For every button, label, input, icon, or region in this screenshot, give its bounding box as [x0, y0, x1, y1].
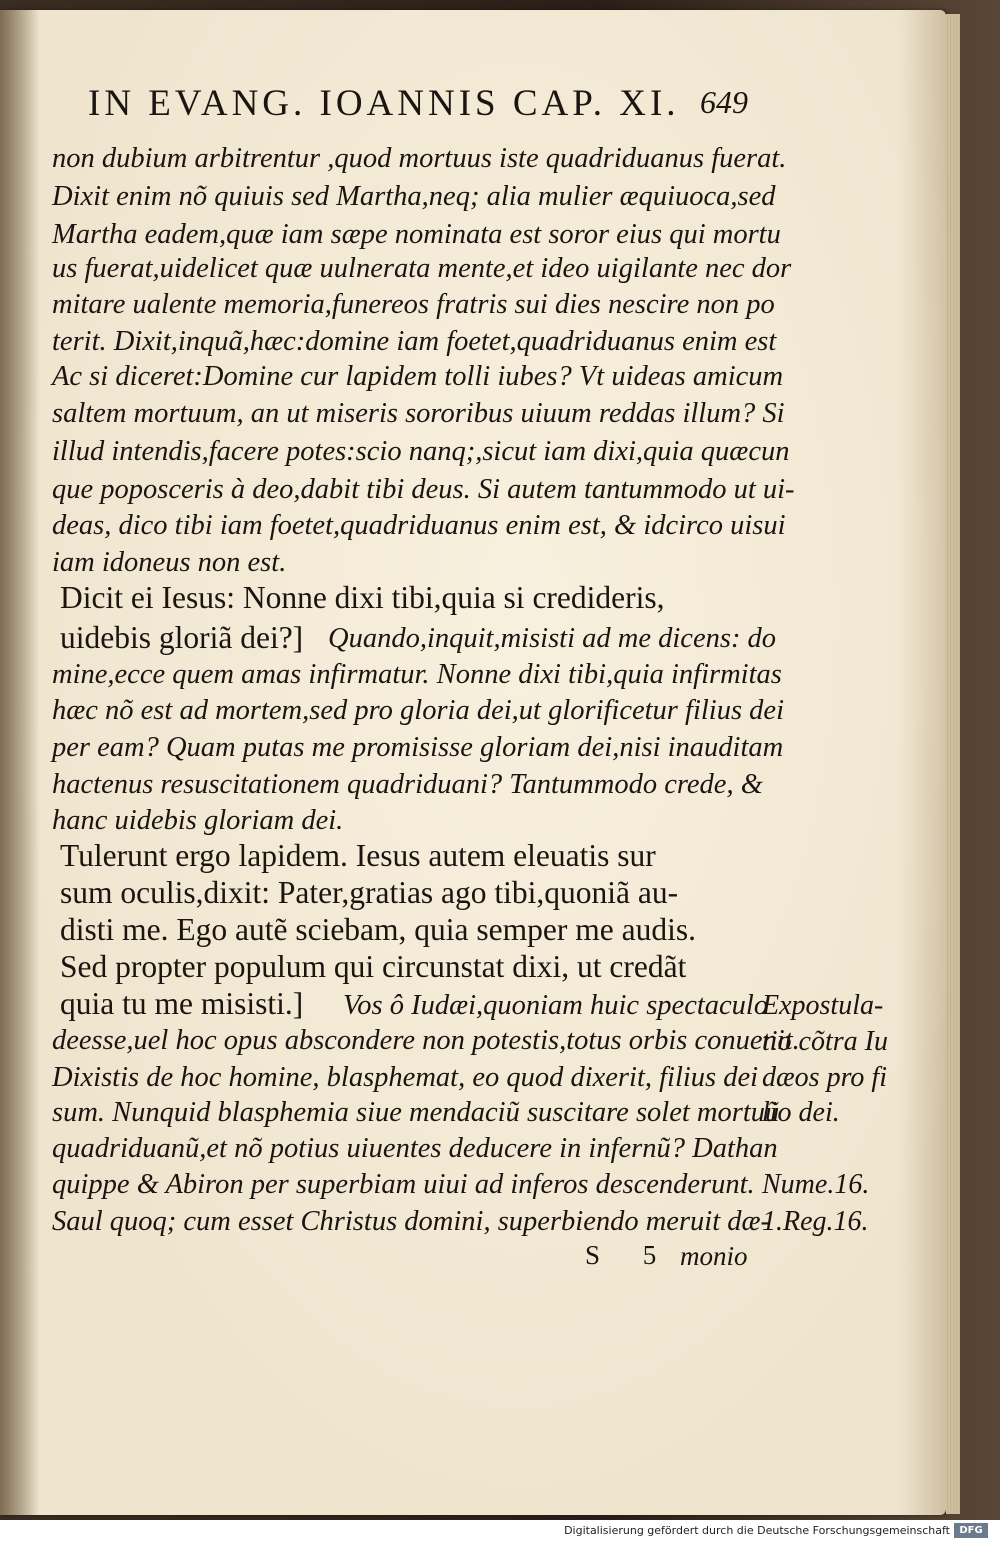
commentary-line: hæc nõ est ad mortem,sed pro gloria dei,ut glorificetur filius dei	[52, 695, 784, 726]
scripture-line: Tulerunt ergo lapidem. Iesus autem eleuatis sur	[60, 838, 656, 873]
scripture-line: Dicit ei Iesus: Nonne dixi tibi,quia si credideris,	[60, 580, 665, 615]
marginal-reference: 1.Reg.16.	[762, 1206, 869, 1237]
commentary-line: terit. Dixit,inquã,hæc:domine iam foetet,quadriduanus enim est	[52, 326, 777, 357]
marginal-gloss: lio dei.	[762, 1097, 840, 1128]
footer-credit: Digitalisierung gefördert durch die Deutsche Forschungsgemeinschaft	[564, 1524, 950, 1537]
commentary-line: iam idoneus non est.	[52, 547, 287, 578]
scripture-line: uidebis gloriã dei?]	[60, 620, 304, 655]
commentary-line: Dixistis de hoc homine, blasphemat, eo quod dixerit, filius dei	[52, 1062, 759, 1093]
commentary-line: deesse,uel hoc opus abscondere non potestis,totus orbis conuenit.	[52, 1025, 800, 1056]
signature-mark: S 5	[585, 1240, 675, 1270]
gutter-shadow	[0, 10, 40, 1515]
running-head: IN EVANG. IOANNIS CAP. XI.	[88, 83, 680, 124]
commentary-line: us fuerat,uidelicet quæ uulnerata mente,et ideo uigilante nec dor	[52, 253, 792, 284]
dfg-logo: DFG	[954, 1523, 988, 1538]
commentary-line: Saul quoq; cum esset Christus domini, superbiendo meruit dæ-	[52, 1206, 771, 1237]
commentary-line: Martha eadem,quæ iam sæpe nominata est soror eius qui mortu	[52, 219, 781, 250]
commentary-line: que poposceris à deo,dabit tibi deus. Si autem tantummodo ut ui-	[52, 474, 795, 505]
marginal-gloss: dæos pro fi	[762, 1062, 887, 1093]
commentary-line: quippe & Abiron per superbiam uiui ad inferos descenderunt.	[52, 1169, 755, 1200]
commentary-line: per eam? Quam putas me promisisse gloriam dei,nisi inauditam	[52, 732, 784, 763]
scripture-line: disti me. Ego autẽ sciebam, quia semper me audis.	[60, 912, 696, 947]
commentary-line: sum. Nunquid blasphemia siue mendaciũ suscitare solet mortuũ	[52, 1097, 780, 1128]
commentary-line: hanc uidebis gloriam dei.	[52, 805, 344, 836]
commentary-line: mitare ualente memoria,funereos fratris sui dies nescire non po	[52, 289, 775, 320]
commentary-line: illud intendis,facere potes:scio nanq;,sicut iam dixi,quia quæcun	[52, 436, 790, 467]
commentary-line: Quando,inquit,misisti ad me dicens: do	[328, 623, 777, 654]
commentary-line: quadriduanũ,et nõ potius uiuentes deducere in infernũ? Dathan	[52, 1133, 778, 1164]
commentary-line: hactenus resuscitationem quadriduani? Tantummodo crede, &	[52, 769, 763, 800]
commentary-line: mine,ecce quem amas infirmatur. Nonne dixi tibi,quia infirmitas	[52, 659, 782, 690]
page-edges	[946, 14, 960, 1514]
commentary-line: Ac si diceret:Domine cur lapidem tolli iubes? Vt uideas amicum	[52, 361, 784, 392]
marginal-gloss: Expostula-	[762, 990, 884, 1021]
commentary-line: deas, dico tibi iam foetet,quadriduanus enim est, & idcirco uisui	[52, 510, 786, 541]
commentary-line: saltem mortuum, an ut miseris sororibus uiuum reddas illum? Si	[52, 398, 785, 429]
marginal-reference: Nume.16.	[762, 1169, 870, 1200]
marginal-gloss: tio cõtra Iu	[762, 1026, 888, 1057]
commentary-line: Dixit enim nõ quiuis sed Martha,neq; alia mulier æquiuoca,sed	[52, 181, 776, 212]
scripture-line: Sed propter populum qui circunstat dixi, ut credãt	[60, 949, 687, 984]
commentary-line: Vos ô Iudæi,quoniam huic spectaculo	[343, 990, 769, 1021]
catchword: monio	[680, 1241, 748, 1271]
commentary-line: non dubium arbitrentur ,quod mortuus iste quadriduanus fuerat.	[52, 143, 787, 174]
page-number: 649	[700, 84, 748, 120]
scripture-line: sum oculis,dixit: Pater,gratias ago tibi,quoniã au-	[60, 875, 679, 910]
scripture-line: quia tu me misisti.]	[60, 986, 304, 1021]
